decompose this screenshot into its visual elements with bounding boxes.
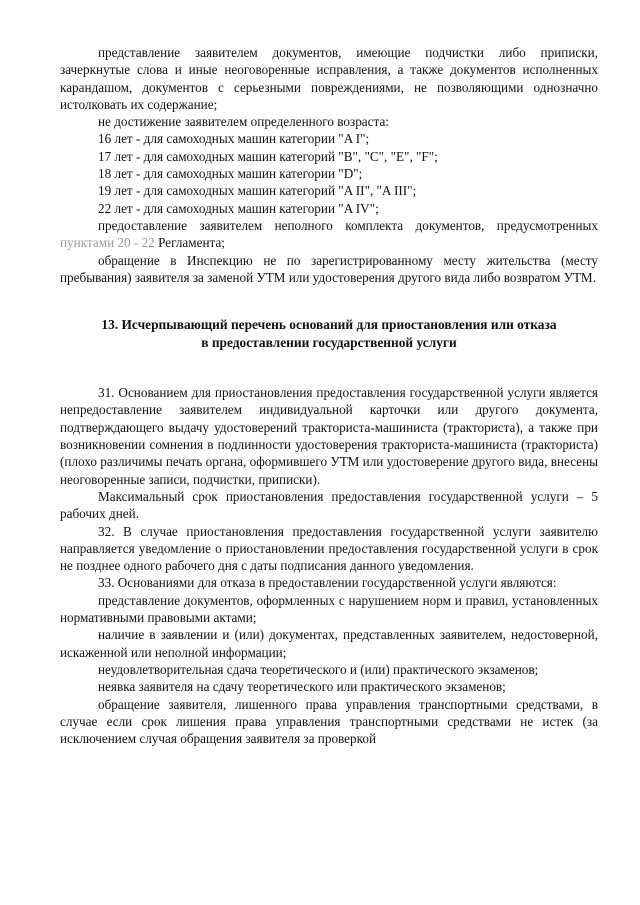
list-item: 17 лет - для самоходных машин категорий "B", "C", "E", "F"; bbox=[98, 148, 438, 164]
list-item: обращение заявителя, лишенного права управления транспортными средствами, в случае если срок лишения права управления транспортными средствами не истек (за исключением случая обращения заявителя за проверкой bbox=[60, 696, 598, 747]
paragraph bbox=[60, 217, 598, 252]
heading-line: в предоставлении государственной услуги bbox=[201, 335, 457, 351]
list-item: наличие в заявлении и (или) документах, представленных заявителем, недостоверной, искаженной или неполной информации; bbox=[60, 627, 598, 660]
faded-text: пунктами 20 - 22 bbox=[60, 235, 155, 251]
list-item: неявка заявителя на сдачу теоретического или практического экзаменов; bbox=[98, 679, 506, 695]
heading-line: 13. Исчерпывающий перечень оснований для приостановления или отказа bbox=[101, 317, 557, 333]
paragraph: не достижение заявителем определенного возраста: bbox=[98, 114, 389, 130]
list-item: 19 лет - для самоходных машин категорий "A II", "A III"; bbox=[98, 183, 417, 199]
section-heading bbox=[60, 316, 598, 352]
paragraph: Максимальный срок приостановления предоставления государственной услуги – 5 рабочих дней. bbox=[60, 488, 598, 522]
paragraph: представление заявителем документов, имеющие подчистки либо приписки, зачеркнутые слова и иные неоговоренные исправления, а также документов исполненных карандашом, документов с серьезными повреждениями, не позволяющими однозначно истолковать их содержание; bbox=[60, 45, 598, 112]
paragraph: 33. Основаниями для отказа в предоставлении государственной услуги являются: bbox=[98, 575, 557, 591]
list-item: неудовлетворительная сдача теоретического и (или) практического экзаменов; bbox=[98, 661, 539, 677]
list-item: 16 лет - для самоходных машин категории "A I"; bbox=[98, 131, 370, 147]
text-segment: предоставление заявителем неполного комплекта документов, предусмотренных bbox=[98, 217, 598, 233]
paragraph: 32. В случае приостановления предоставления государственной услуги заявителю направляется уведомление о приостановлении предоставления государственной услуги в срок не позднее одного рабочего дня с даты подписания данного уведомления. bbox=[60, 523, 598, 574]
document-page bbox=[60, 44, 598, 747]
list-item: представление документов, оформленных с нарушением норм и правил, установленных нормативными правовыми актами; bbox=[60, 592, 598, 626]
list-item: 22 лет - для самоходных машин категории "A IV"; bbox=[98, 200, 379, 216]
paragraph: обращение в Инспекцию не по зарегистрированному месту жительства (месту пребывания) заявителя за заменой УТМ или удостоверения другого вида либо возвратом УТМ. bbox=[60, 252, 598, 285]
list-item: 18 лет - для самоходных машин категории "D"; bbox=[98, 166, 363, 182]
paragraph: 31. Основанием для приостановления предоставления государственной услуги является непредоставление заявителем индивидуальной карточки или другого документа, подтверждающего выдачу удостоверений тракториста-машиниста (тракториста), а также при возникновении сомнения в подлинности удостоверения тракториста-машиниста (тракториста) (плохо различимы печать органа, оформившего УТМ или удостоверение другого вида, внесены неоговоренные записи, подчистки, приписки). bbox=[60, 385, 598, 487]
text-segment: Регламента; bbox=[154, 235, 225, 251]
